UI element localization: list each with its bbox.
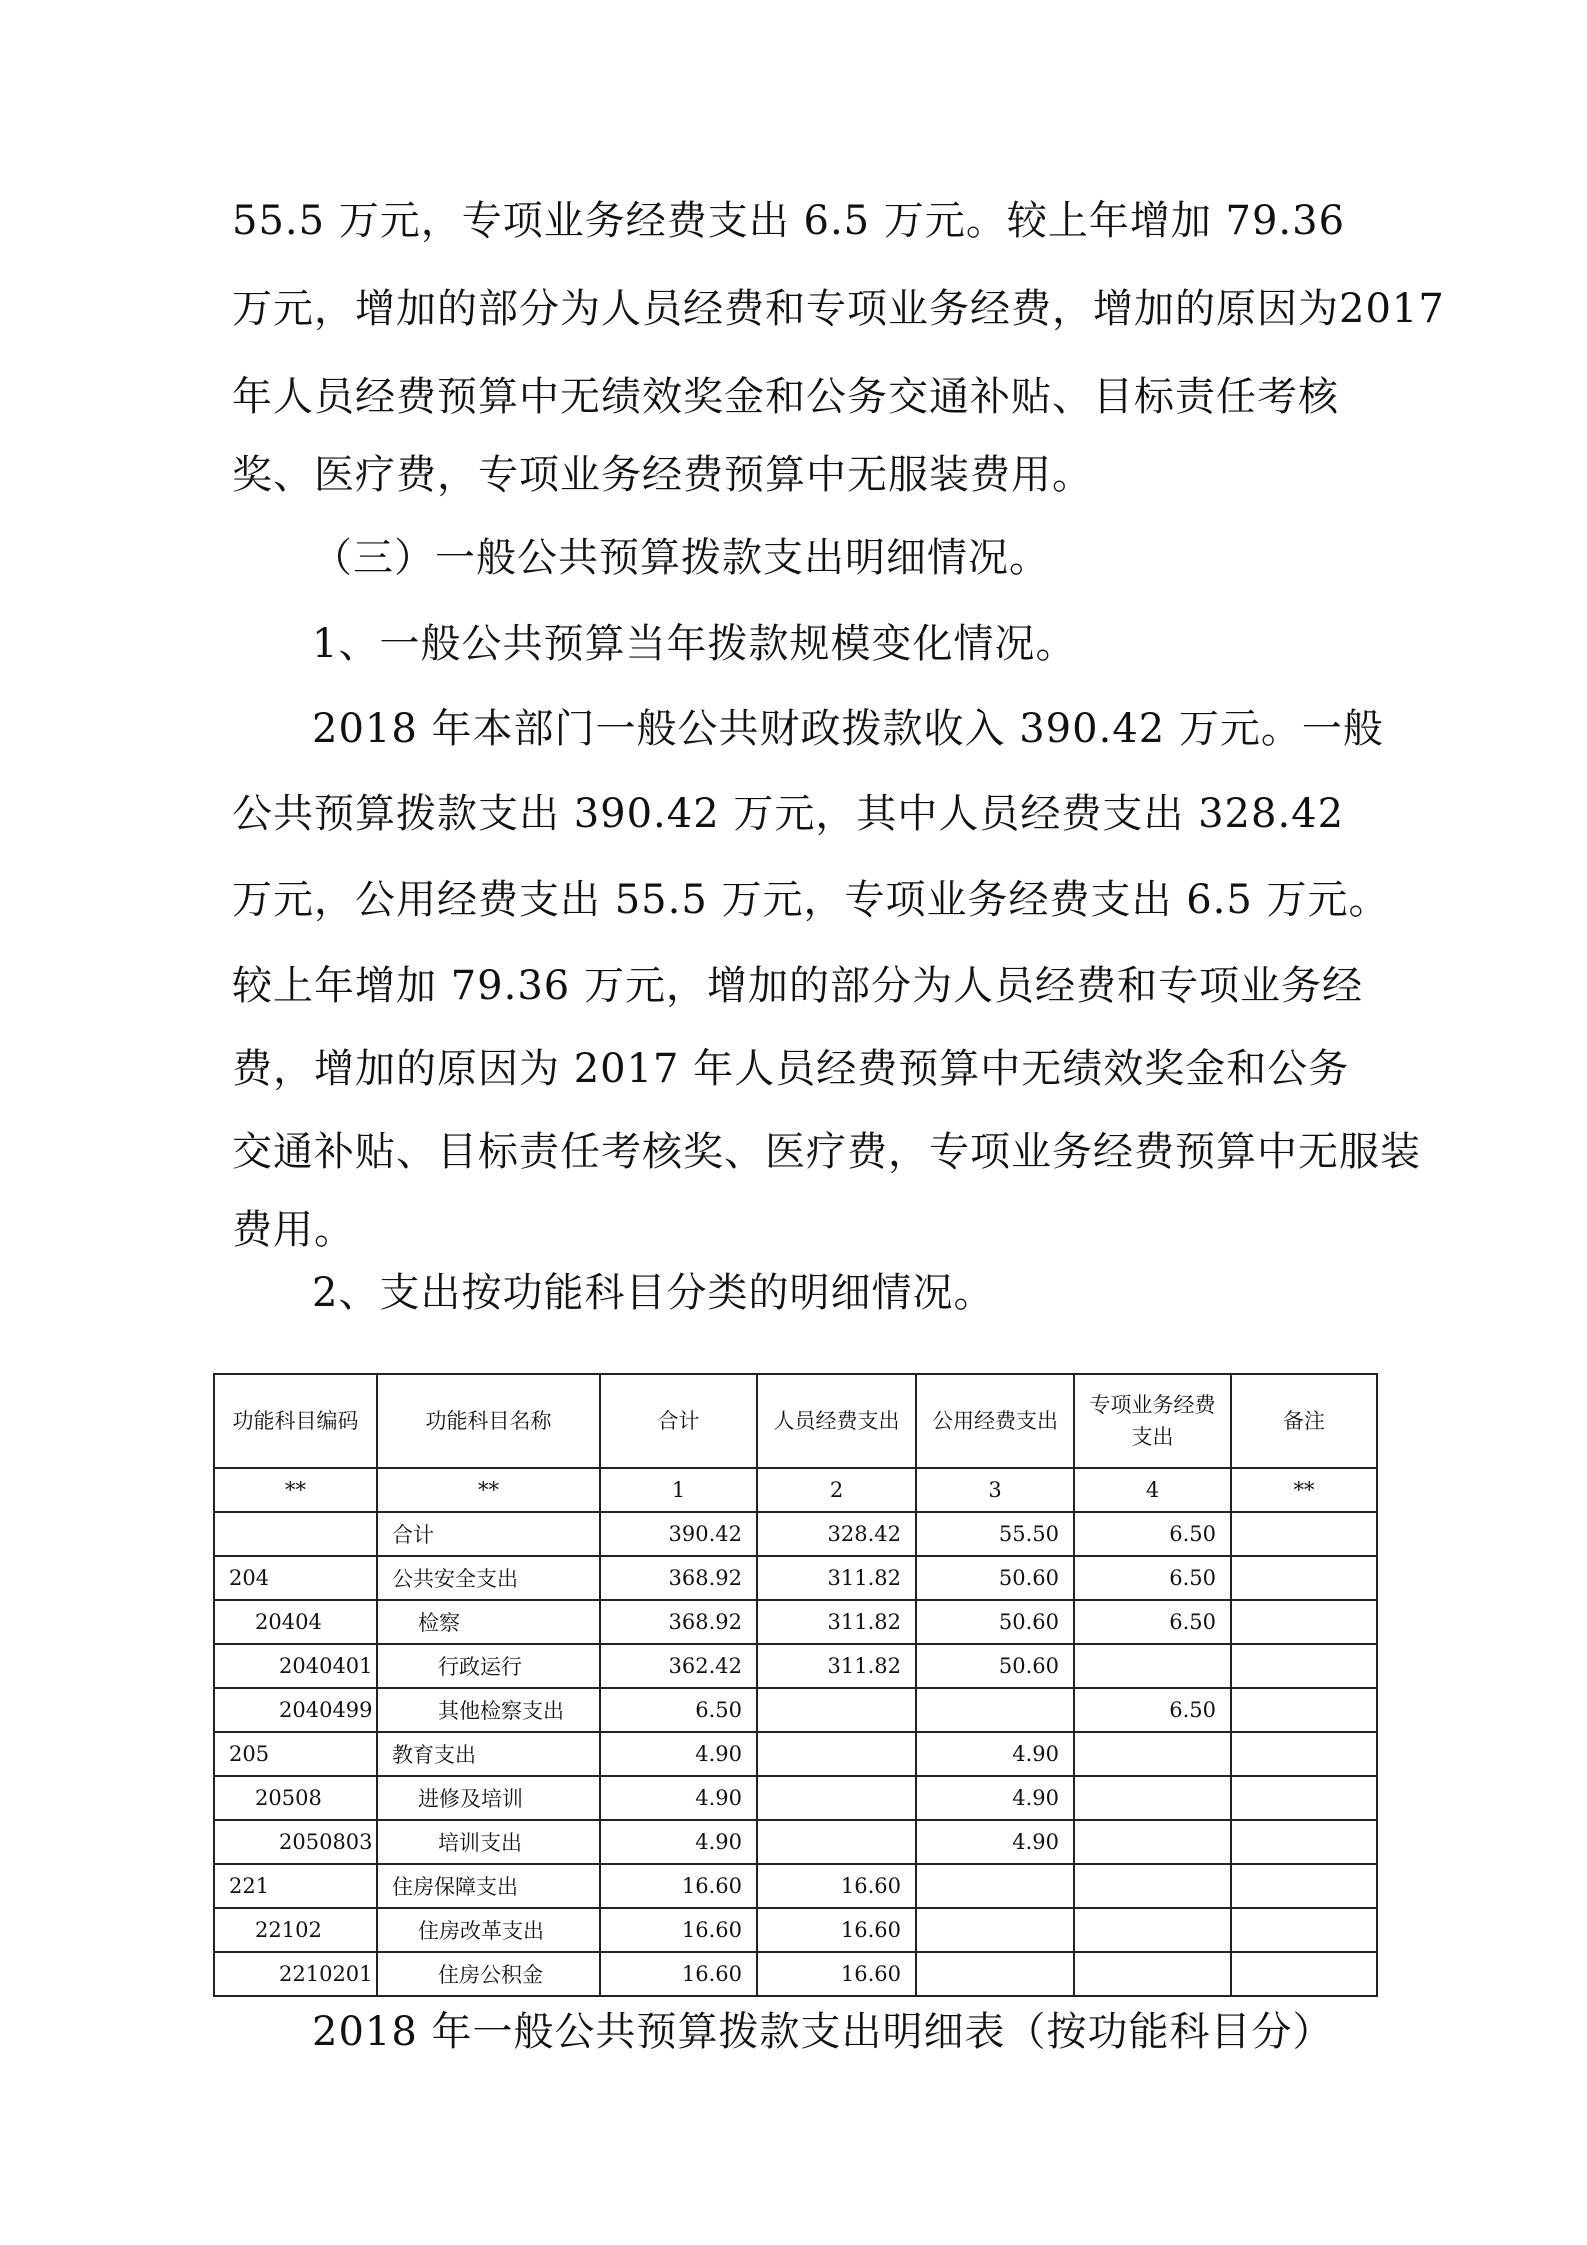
code-cell: 20508: [214, 1776, 377, 1820]
personnel-cell: [757, 1820, 916, 1864]
paragraph-line: 公共预算拨款支出 390.42 万元，其中人员经费支出 328.42: [232, 791, 1345, 837]
paragraph-line: 55.5 万元，专项业务经费支出 6.5 万元。较上年增加 79.36: [232, 198, 1346, 244]
special-cell: [1074, 1732, 1231, 1776]
paragraph-line: 交通补贴、目标责任考核奖、医疗费，专项业务经费预算中无服装: [232, 1129, 1421, 1175]
name-cell: 行政运行: [377, 1644, 600, 1688]
note-cell: [1231, 1644, 1377, 1688]
note-cell: [1231, 1732, 1377, 1776]
note-cell: [1231, 1952, 1377, 1996]
personnel-cell: 16.60: [757, 1864, 916, 1908]
total-cell: 6.50: [600, 1688, 757, 1732]
special-cell: 6.50: [1074, 1556, 1231, 1600]
subsection-heading: 2、支出按功能科目分类的明细情况。: [312, 1270, 995, 1316]
code-cell: 2040499: [214, 1688, 377, 1732]
table-row: [214, 1952, 1377, 1996]
table-index-row: [214, 1468, 1377, 1512]
public-cell: [916, 1864, 1074, 1908]
index-cell: **: [214, 1468, 377, 1512]
paragraph-line: 年人员经费预算中无绩效奖金和公务交通补贴、目标责任考核: [232, 374, 1339, 420]
public-cell: [916, 1952, 1074, 1996]
special-cell: 6.50: [1074, 1512, 1231, 1556]
code-cell: 22102: [214, 1908, 377, 1952]
personnel-cell: 311.82: [757, 1600, 916, 1644]
special-cell: [1074, 1776, 1231, 1820]
public-cell: 50.60: [916, 1644, 1074, 1688]
header-special: 专项业务经费支出: [1074, 1374, 1231, 1468]
paragraph-line: 2018 年本部门一般公共财政拨款收入 390.42 万元。一般: [312, 706, 1384, 752]
header-public: 公用经费支出: [916, 1374, 1074, 1468]
special-cell: [1074, 1644, 1231, 1688]
note-cell: [1231, 1556, 1377, 1600]
note-cell: [1231, 1908, 1377, 1952]
personnel-cell: [757, 1688, 916, 1732]
personnel-cell: [757, 1732, 916, 1776]
table-row: [214, 1732, 1377, 1776]
index-cell: 1: [600, 1468, 757, 1512]
special-cell: [1074, 1908, 1231, 1952]
table-row: [214, 1908, 1377, 1952]
code-cell: 20404: [214, 1600, 377, 1644]
name-cell: 教育支出: [377, 1732, 600, 1776]
public-cell: 55.50: [916, 1512, 1074, 1556]
public-cell: 4.90: [916, 1732, 1074, 1776]
total-cell: 4.90: [600, 1776, 757, 1820]
paragraph-line: 费，增加的原因为 2017 年人员经费预算中无绩效奖金和公务: [232, 1046, 1350, 1092]
table-row: [214, 1688, 1377, 1732]
personnel-cell: 311.82: [757, 1556, 916, 1600]
total-cell: 16.60: [600, 1864, 757, 1908]
index-cell: 2: [757, 1468, 916, 1512]
special-cell: 6.50: [1074, 1600, 1231, 1644]
paragraph-line: 较上年增加 79.36 万元，增加的部分为人员经费和专项业务经: [232, 963, 1363, 1009]
public-cell: 4.90: [916, 1820, 1074, 1864]
special-cell: 6.50: [1074, 1688, 1231, 1732]
note-cell: [1231, 1600, 1377, 1644]
code-cell: 2040401: [214, 1644, 377, 1688]
paragraph-line: 费用。: [232, 1207, 355, 1253]
code-cell: 205: [214, 1732, 377, 1776]
header-personnel: 人员经费支出: [757, 1374, 916, 1468]
code-cell: 221: [214, 1864, 377, 1908]
total-cell: 4.90: [600, 1732, 757, 1776]
name-cell: 住房保障支出: [377, 1864, 600, 1908]
public-cell: 4.90: [916, 1776, 1074, 1820]
paragraph-line: 奖、医疗费，专项业务经费预算中无服装费用。: [232, 452, 1093, 498]
special-cell: [1074, 1820, 1231, 1864]
table-header-row: [214, 1374, 1377, 1468]
public-cell: [916, 1908, 1074, 1952]
personnel-cell: 311.82: [757, 1644, 916, 1688]
total-cell: 16.60: [600, 1952, 757, 1996]
subsection-heading: 1、一般公共预算当年拨款规模变化情况。: [312, 621, 1077, 667]
index-cell: 4: [1074, 1468, 1231, 1512]
code-cell: [214, 1512, 377, 1556]
table-caption: 2018 年一般公共预算拨款支出明细表（按功能科目分）: [312, 2009, 1334, 2055]
total-cell: 390.42: [600, 1512, 757, 1556]
name-cell: 培训支出: [377, 1820, 600, 1864]
note-cell: [1231, 1864, 1377, 1908]
header-note: 备注: [1231, 1374, 1377, 1468]
code-cell: 2210201: [214, 1952, 377, 1996]
public-cell: 50.60: [916, 1556, 1074, 1600]
expenditure-table: [213, 1373, 1376, 1997]
table-row: [214, 1512, 1377, 1556]
note-cell: [1231, 1512, 1377, 1556]
total-cell: 4.90: [600, 1820, 757, 1864]
header-code: 功能科目编码: [214, 1374, 377, 1468]
note-cell: [1231, 1688, 1377, 1732]
note-cell: [1231, 1820, 1377, 1864]
section-heading: （三）一般公共预算拨款支出明细情况。: [312, 535, 1050, 581]
table-row: [214, 1864, 1377, 1908]
header-total: 合计: [600, 1374, 757, 1468]
personnel-cell: 16.60: [757, 1952, 916, 1996]
special-cell: [1074, 1864, 1231, 1908]
header-name: 功能科目名称: [377, 1374, 600, 1468]
personnel-cell: 328.42: [757, 1512, 916, 1556]
name-cell: 住房改革支出: [377, 1908, 600, 1952]
table-row: [214, 1776, 1377, 1820]
index-cell: 3: [916, 1468, 1074, 1512]
index-cell: **: [377, 1468, 600, 1512]
index-cell: **: [1231, 1468, 1377, 1512]
table-row: [214, 1600, 1377, 1644]
name-cell: 检察: [377, 1600, 600, 1644]
table-row: [214, 1644, 1377, 1688]
name-cell: 合计: [377, 1512, 600, 1556]
paragraph-line: 万元，增加的部分为人员经费和专项业务经费，增加的原因为2017: [232, 286, 1445, 332]
total-cell: 16.60: [600, 1908, 757, 1952]
total-cell: 362.42: [600, 1644, 757, 1688]
note-cell: [1231, 1776, 1377, 1820]
name-cell: 进修及培训: [377, 1776, 600, 1820]
code-cell: 204: [214, 1556, 377, 1600]
special-cell: [1074, 1952, 1231, 1996]
table-row: [214, 1556, 1377, 1600]
personnel-cell: [757, 1776, 916, 1820]
name-cell: 其他检察支出: [377, 1688, 600, 1732]
personnel-cell: 16.60: [757, 1908, 916, 1952]
code-cell: 2050803: [214, 1820, 377, 1864]
name-cell: 公共安全支出: [377, 1556, 600, 1600]
total-cell: 368.92: [600, 1600, 757, 1644]
total-cell: 368.92: [600, 1556, 757, 1600]
name-cell: 住房公积金: [377, 1952, 600, 1996]
public-cell: [916, 1688, 1074, 1732]
public-cell: 50.60: [916, 1600, 1074, 1644]
paragraph-line: 万元，公用经费支出 55.5 万元，专项业务经费支出 6.5 万元。: [232, 877, 1390, 923]
table-row: [214, 1820, 1377, 1864]
